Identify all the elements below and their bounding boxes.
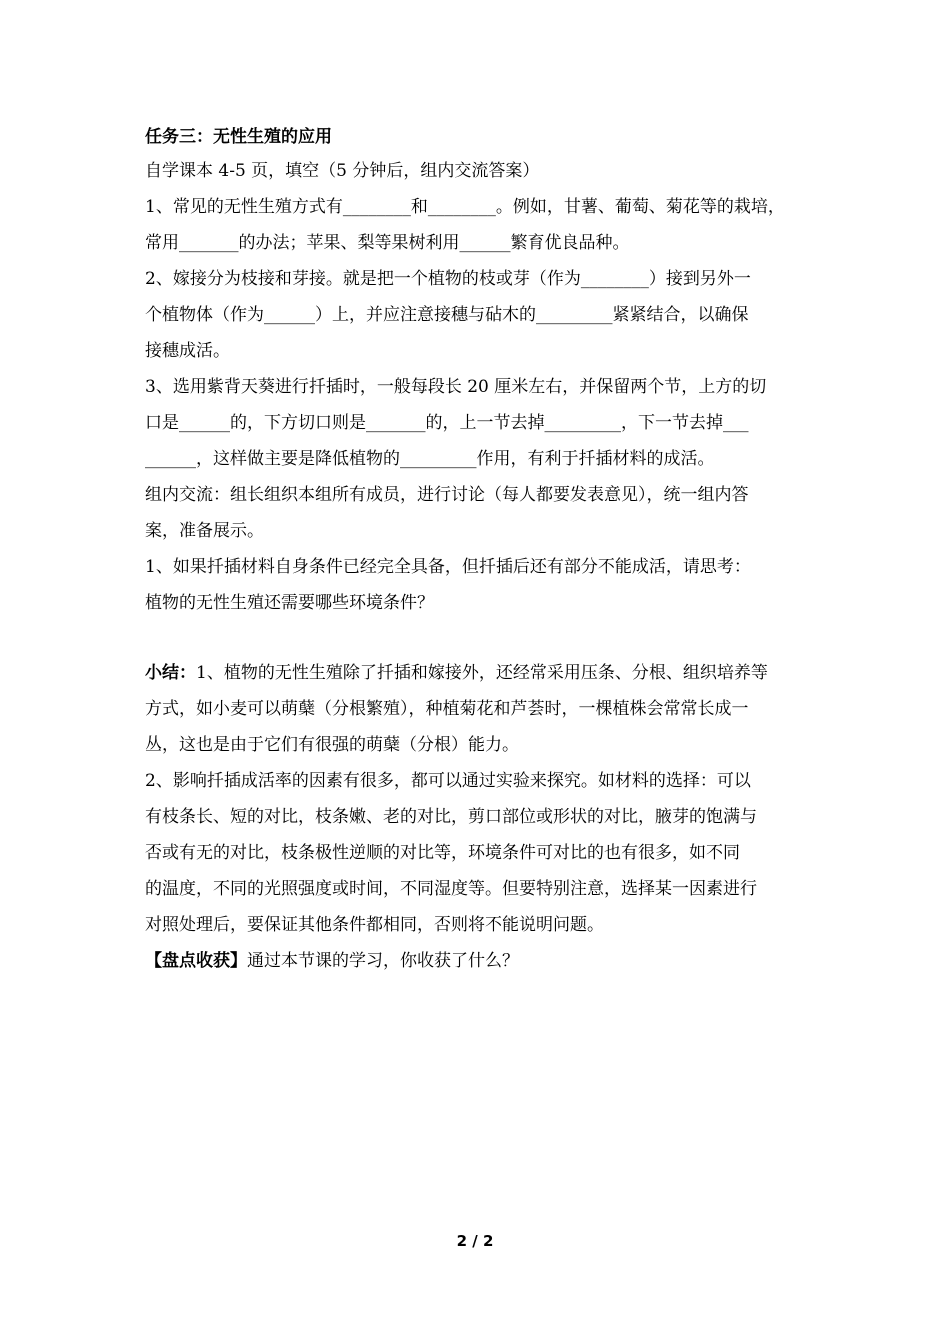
question-3-line-1: 3、选用紫背天葵进行扦插时，一般每段长 20 厘米左右，并保留两个节，上方的切	[145, 377, 767, 397]
summary-p1-line-1-text: 1、植物的无性生殖除了扦插和嫁接外，还经常采用压条、分根、组织培养等	[196, 663, 768, 683]
group-discussion-line-1: 组内交流：组长组织本组所有成员，进行讨论（每人都要发表意见），统一组内答	[145, 485, 749, 505]
task3-heading: 任务三：无性生殖的应用	[145, 127, 332, 147]
summary-p1-line-1	[145, 662, 768, 684]
page-number: 2 / 2	[456, 1232, 494, 1250]
summary-p2-line-1: 2、影响扦插成活率的因素有很多，都可以通过实验来探究。如材料的选择：可以	[145, 771, 751, 791]
task3-instruction: 自学课本 4-5 页，填空（5 分钟后，组内交流答案）	[145, 161, 540, 181]
question-2-line-2: 个植物体（作为______）上，并应注意接穗与砧木的_________紧紧结合，以确保	[145, 305, 749, 325]
question-2-line-1: 2、嫁接分为枝接和芽接。就是把一个植物的枝或芽（作为________）接到另外一	[145, 269, 751, 289]
question-1-line-1: 1、常见的无性生殖方式有________和________。例如，甘薯、葡萄、菊花等的栽培，	[145, 197, 785, 217]
question-2-line-3: 接穗成活。	[145, 341, 230, 361]
harvest-line	[145, 950, 519, 972]
summary-p2-line-5: 对照处理后，要保证其他条件都相同，否则将不能说明问题。	[145, 915, 604, 935]
group-discussion-line-2: 案，准备展示。	[145, 521, 264, 541]
question-3-line-2: 口是______的，下方切口则是_______的，上一节去掉_________，下一节去掉___	[145, 413, 749, 433]
summary-p2-line-3: 否或有无的对比，枝条极性逆顺的对比等，环境条件可对比的也有很多，如不同	[145, 843, 740, 863]
harvest-text: 通过本节课的学习，你收获了什么？	[247, 951, 519, 971]
harvest-label: 【盘点收获】	[145, 951, 247, 971]
summary-p2-line-4: 的温度，不同的光照强度或时间，不同湿度等。但要特别注意，选择某一因素进行	[145, 879, 757, 899]
summary-p1-line-2: 方式，如小麦可以萌蘖（分根繁殖），种植菊花和芦荟时，一棵植株会常常长成一	[145, 699, 749, 719]
group-question-line-1: 1、如果扦插材料自身条件已经完全具备，但扦插后还有部分不能成活，请思考：	[145, 557, 751, 577]
summary-p2-line-2: 有枝条长、短的对比，枝条嫩、老的对比，剪口部位或形状的对比，腋芽的饱满与	[145, 807, 757, 827]
summary-p1-line-3: 丛，这也是由于它们有很强的萌蘖（分根）能力。	[145, 735, 519, 755]
summary-label: 小结：	[145, 663, 196, 683]
group-question-line-2: 植物的无性生殖还需要哪些环境条件？	[145, 593, 434, 613]
question-1-line-2: 常用_______的办法；苹果、梨等果树利用______繁育优良品种。	[145, 233, 630, 253]
question-3-line-3: ______，这样做主要是降低植物的_________作用，有利于扦插材料的成活。	[145, 449, 715, 469]
